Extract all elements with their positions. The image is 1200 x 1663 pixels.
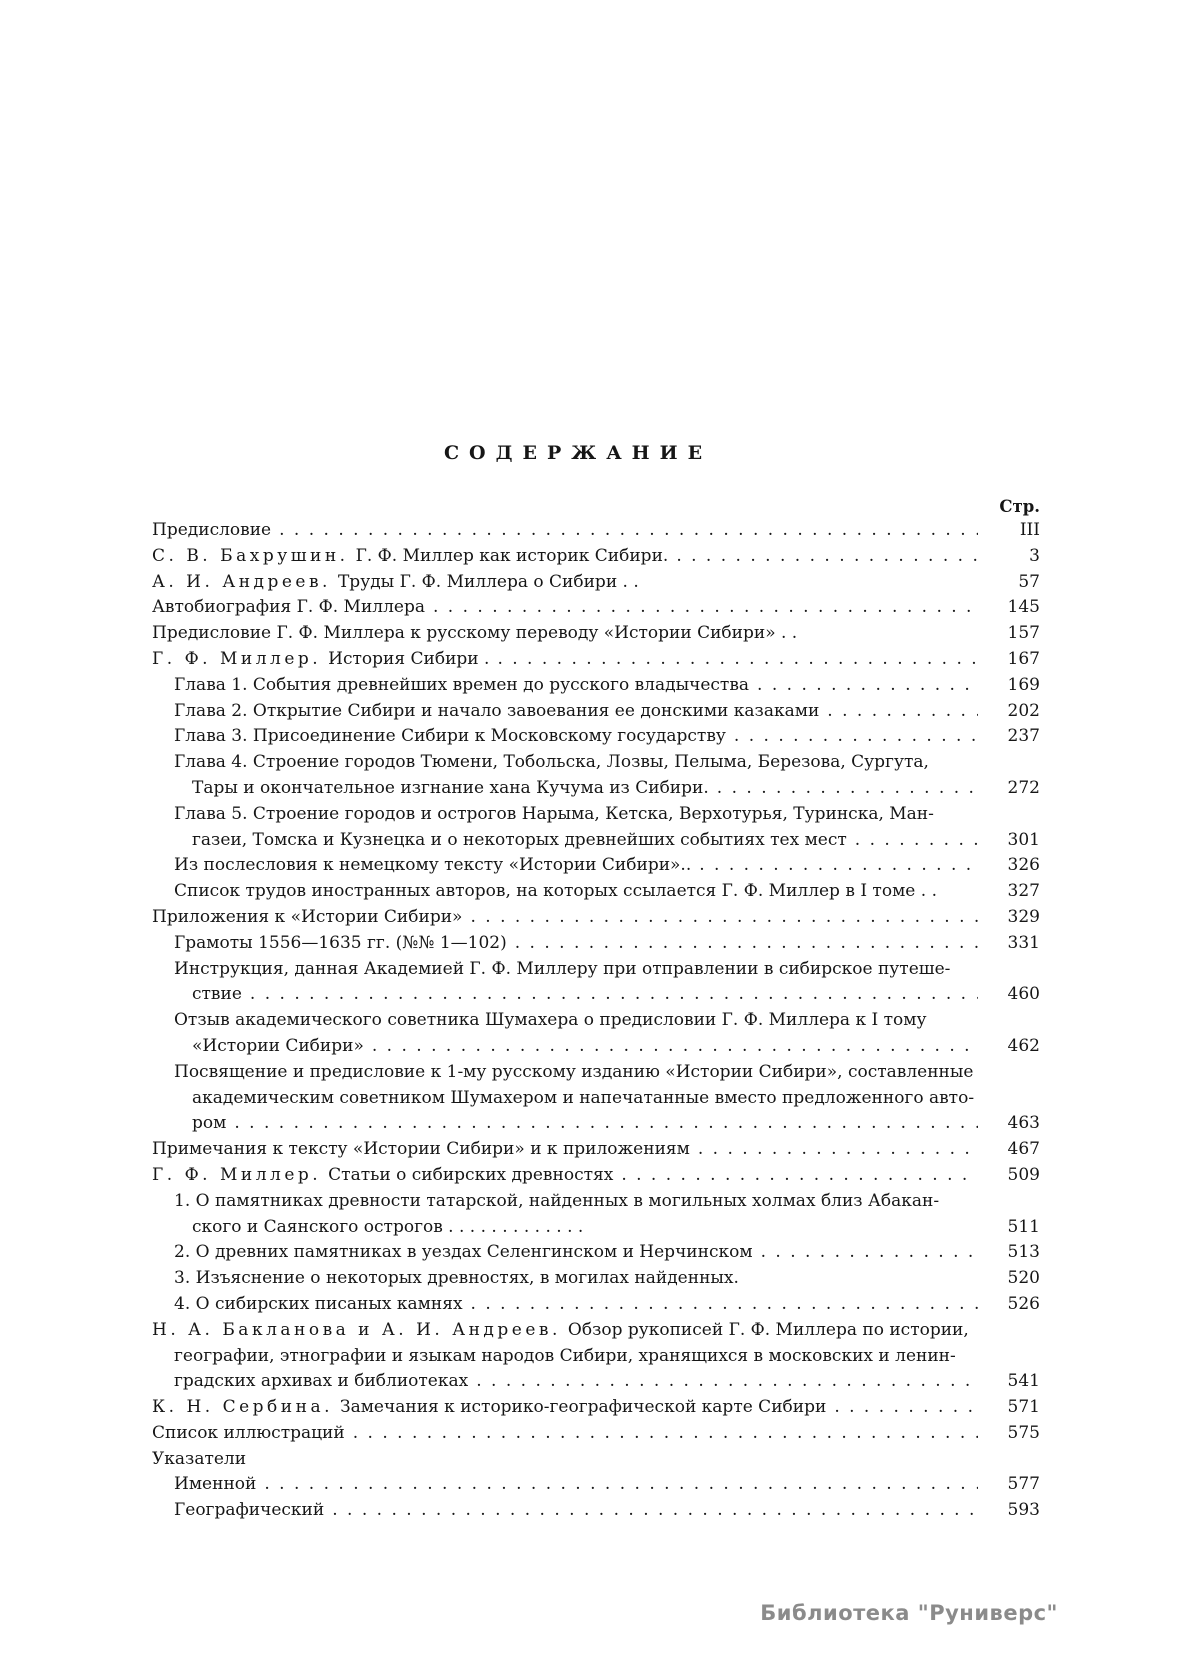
dot-leader: [855, 828, 978, 854]
toc-entry: [152, 1292, 1040, 1318]
page-number: 329: [1007, 906, 1040, 927]
toc-entry: [152, 750, 1040, 776]
dot-leader: [264, 1472, 978, 1498]
dot-leader: [476, 1369, 978, 1395]
page-number: 3: [1029, 545, 1040, 566]
entry-title: Посвящение и предисловие к 1-му русскому изданию «Истории Сибири», составленные: [174, 1061, 974, 1082]
watermark: Библиотека "Руниверс": [760, 1601, 1058, 1625]
page-number: 57: [1018, 571, 1040, 592]
entry-title: Список иллюстраций: [152, 1422, 345, 1443]
entry-title: Статьи о сибирских древностях: [328, 1164, 614, 1185]
dot-leader: [234, 1111, 978, 1137]
toc-entry: [152, 724, 1040, 750]
entry-title: Предисловие Г. Ф. Миллера к русскому переводу «Истории Сибири» . .: [152, 623, 798, 644]
page-number: 327: [1007, 881, 1040, 902]
entry-title: Приложения к «Истории Сибири»: [152, 906, 463, 927]
toc-entry: [152, 931, 1040, 957]
toc-entry: [152, 1344, 1040, 1370]
entry-author: Г. Ф. Миллер.: [152, 648, 322, 669]
toc-entry: [152, 1215, 1040, 1241]
toc-entry: [152, 1111, 1040, 1137]
entry-author: К. Н. Сербина.: [152, 1397, 333, 1418]
page-number: 326: [1007, 855, 1040, 876]
toc-entry: [152, 1086, 1040, 1112]
entry-title: 4. О сибирских писаных камнях: [174, 1293, 463, 1314]
page-number: 575: [1007, 1422, 1040, 1443]
toc-entry: [152, 518, 1040, 544]
entry-title: Тары и окончательное изгнание хана Кучума из Сибири.: [192, 777, 709, 798]
toc-entry: [152, 1421, 1040, 1447]
entry-title: газеи, Томска и Кузнецка и о некоторых древнейших событиях тех мест: [192, 829, 847, 850]
entry-author: Н. А. Бакланова и А. И. Андреев.: [152, 1319, 561, 1340]
entry-title: Замечания к историко-географической карте Сибири: [339, 1397, 827, 1418]
page-number: 167: [1007, 648, 1040, 669]
toc-page: [152, 443, 1040, 1524]
entry-title: градских архивах и библиотеках: [174, 1371, 469, 1392]
entry-title: ром: [192, 1113, 227, 1134]
entry-title: Глава 3. Присоединение Сибири к Московскому государству: [174, 726, 726, 747]
toc-entry: [152, 1447, 1040, 1473]
page-number: 577: [1007, 1474, 1040, 1495]
toc-entry: [152, 1369, 1040, 1395]
entry-title: Обзор рукописей Г. Ф. Миллера по истории,: [567, 1319, 969, 1340]
dot-leader: [433, 595, 978, 621]
toc-entry: [152, 1266, 1040, 1292]
entry-title: Из послесловия к немецкому тексту «Истории Сибири»..: [174, 855, 692, 876]
toc-entry: [152, 1318, 1040, 1344]
toc-entry: [152, 595, 1040, 621]
entry-title: Географический: [174, 1500, 325, 1521]
toc-entry: [152, 699, 1040, 725]
page-number: 541: [1007, 1371, 1040, 1392]
page-number: 145: [1007, 597, 1040, 618]
entry-title: Г. Ф. Миллер как историк Сибири.: [355, 545, 669, 566]
dot-leader: [676, 544, 978, 570]
toc-entry: [152, 905, 1040, 931]
dot-leader: [332, 1498, 978, 1524]
toc-entry: [152, 544, 1040, 570]
dot-leader: [699, 853, 978, 879]
page-number: 272: [1007, 777, 1040, 798]
entry-title: Инструкция, данная Академией Г. Ф. Миллеру при отправлении в сибирское путеше-: [174, 958, 951, 979]
toc-entry: [152, 1395, 1040, 1421]
page-number: 509: [1007, 1164, 1040, 1185]
dot-leader: [353, 1421, 978, 1447]
entry-title: Именной: [174, 1474, 257, 1495]
toc-entry: [152, 1189, 1040, 1215]
page-number: 460: [1007, 984, 1040, 1005]
entry-title: Труды Г. Ф. Миллера о Сибири . .: [337, 571, 639, 592]
entry-title: «Истории Сибири»: [192, 1035, 364, 1056]
dot-leader: [621, 1163, 978, 1189]
toc-entry: [152, 802, 1040, 828]
page-number: III: [1019, 520, 1040, 540]
dot-leader: [717, 776, 978, 802]
entry-title: Грамоты 1556—1635 гг. (№№ 1—102): [174, 932, 507, 953]
page-number: 202: [1007, 700, 1040, 721]
entry-author: С. В. Бахрушин.: [152, 545, 349, 566]
toc-list: [152, 518, 1040, 1524]
dot-leader: [250, 982, 978, 1008]
entry-title: Глава 1. События древнейших времен до русского владычества: [174, 674, 750, 695]
dot-leader: [698, 1137, 978, 1163]
entry-title: Глава 5. Строение городов и острогов Нарыма, Кетска, Верхотурья, Туринска, Ман-: [174, 803, 934, 824]
toc-entry: [152, 647, 1040, 673]
toc-entry: [152, 1163, 1040, 1189]
entry-author: Г. Ф. Миллер.: [152, 1164, 322, 1185]
toc-entry: [152, 570, 1040, 596]
dot-leader: [515, 931, 978, 957]
dot-leader: [734, 724, 978, 750]
page-number: 511: [1007, 1216, 1040, 1237]
entry-title: История Сибири .: [328, 648, 490, 669]
page-number: 593: [1007, 1500, 1040, 1521]
page-number: 237: [1007, 726, 1040, 747]
entry-title: 3. Изъяснение о некоторых древностях, в могилах найденных.: [174, 1268, 739, 1289]
dot-leader: [471, 1292, 978, 1318]
page-title: СОДЕРЖАНИЕ: [443, 442, 713, 464]
page-number: 513: [1007, 1242, 1040, 1263]
page-number: 157: [1007, 623, 1040, 644]
toc-entry: [152, 1060, 1040, 1086]
dot-leader: [761, 1240, 978, 1266]
dot-leader: [827, 699, 978, 725]
entry-title: географии, этнографии и языкам народов Сибири, хранящихся в московских и ленин-: [174, 1345, 956, 1366]
entry-title: Предисловие: [152, 520, 272, 540]
page-number: 463: [1007, 1113, 1040, 1134]
toc-entry: [152, 957, 1040, 983]
toc-entry: [152, 776, 1040, 802]
entry-title: ствие: [192, 984, 242, 1005]
entry-title: Примечания к тексту «Истории Сибири» и к приложениям: [152, 1139, 690, 1160]
entry-title: академическим советником Шумахером и напечатанные вместо предложенного авто-: [192, 1087, 975, 1108]
entry-title: Отзыв академического советника Шумахера о предисловии Г. Ф. Миллера к I тому: [174, 1010, 927, 1031]
toc-entry: [152, 1240, 1040, 1266]
page-number: 169: [1007, 674, 1040, 695]
toc-entry: [152, 853, 1040, 879]
entry-title: Глава 2. Открытие Сибири и начало завоевания ее донскими казаками: [174, 700, 820, 721]
toc-entry: [152, 1137, 1040, 1163]
page-number: 571: [1007, 1397, 1040, 1418]
entry-author: А. И. Андреев.: [152, 571, 331, 592]
entry-title: ского и Саянского острогов . . . . . . . . . . . . .: [192, 1216, 584, 1237]
dot-leader: [372, 1034, 978, 1060]
toc-entry: [152, 982, 1040, 1008]
entry-title: Автобиография Г. Ф. Миллера: [152, 597, 425, 618]
entry-title: 2. О древних памятниках в уездах Селенгинском и Нерчинском: [174, 1242, 753, 1263]
toc-entry: [152, 1034, 1040, 1060]
toc-entry: [152, 879, 1040, 905]
entry-title: Глава 4. Строение городов Тюмени, Тобольска, Лозвы, Пелыма, Березова, Сургута,: [174, 752, 929, 773]
page-number: 301: [1007, 829, 1040, 850]
toc-entry: [152, 1472, 1040, 1498]
page-number: 526: [1007, 1293, 1040, 1314]
dot-leader: [834, 1395, 978, 1421]
page-number: 467: [1007, 1139, 1040, 1160]
dot-leader: [497, 647, 978, 673]
toc-entry: [152, 828, 1040, 854]
dot-leader: [279, 518, 978, 544]
entry-title: 1. О памятниках древности татарской, найденных в могильных холмах близ Абакан-: [174, 1190, 940, 1211]
page-number: 331: [1007, 932, 1040, 953]
toc-entry: [152, 1498, 1040, 1524]
page-number: 520: [1007, 1268, 1040, 1289]
dot-leader: [757, 673, 978, 699]
page-number: 462: [1007, 1035, 1040, 1056]
page-column-label: Стр.: [999, 497, 1040, 516]
entry-title: Список трудов иностранных авторов, на которых ссылается Г. Ф. Миллер в I томе . .: [174, 881, 937, 902]
toc-entry: [152, 621, 1040, 647]
toc-entry: [152, 673, 1040, 699]
toc-entry: [152, 1008, 1040, 1034]
dot-leader: [470, 905, 978, 931]
entry-title: Указатели: [152, 1448, 247, 1469]
